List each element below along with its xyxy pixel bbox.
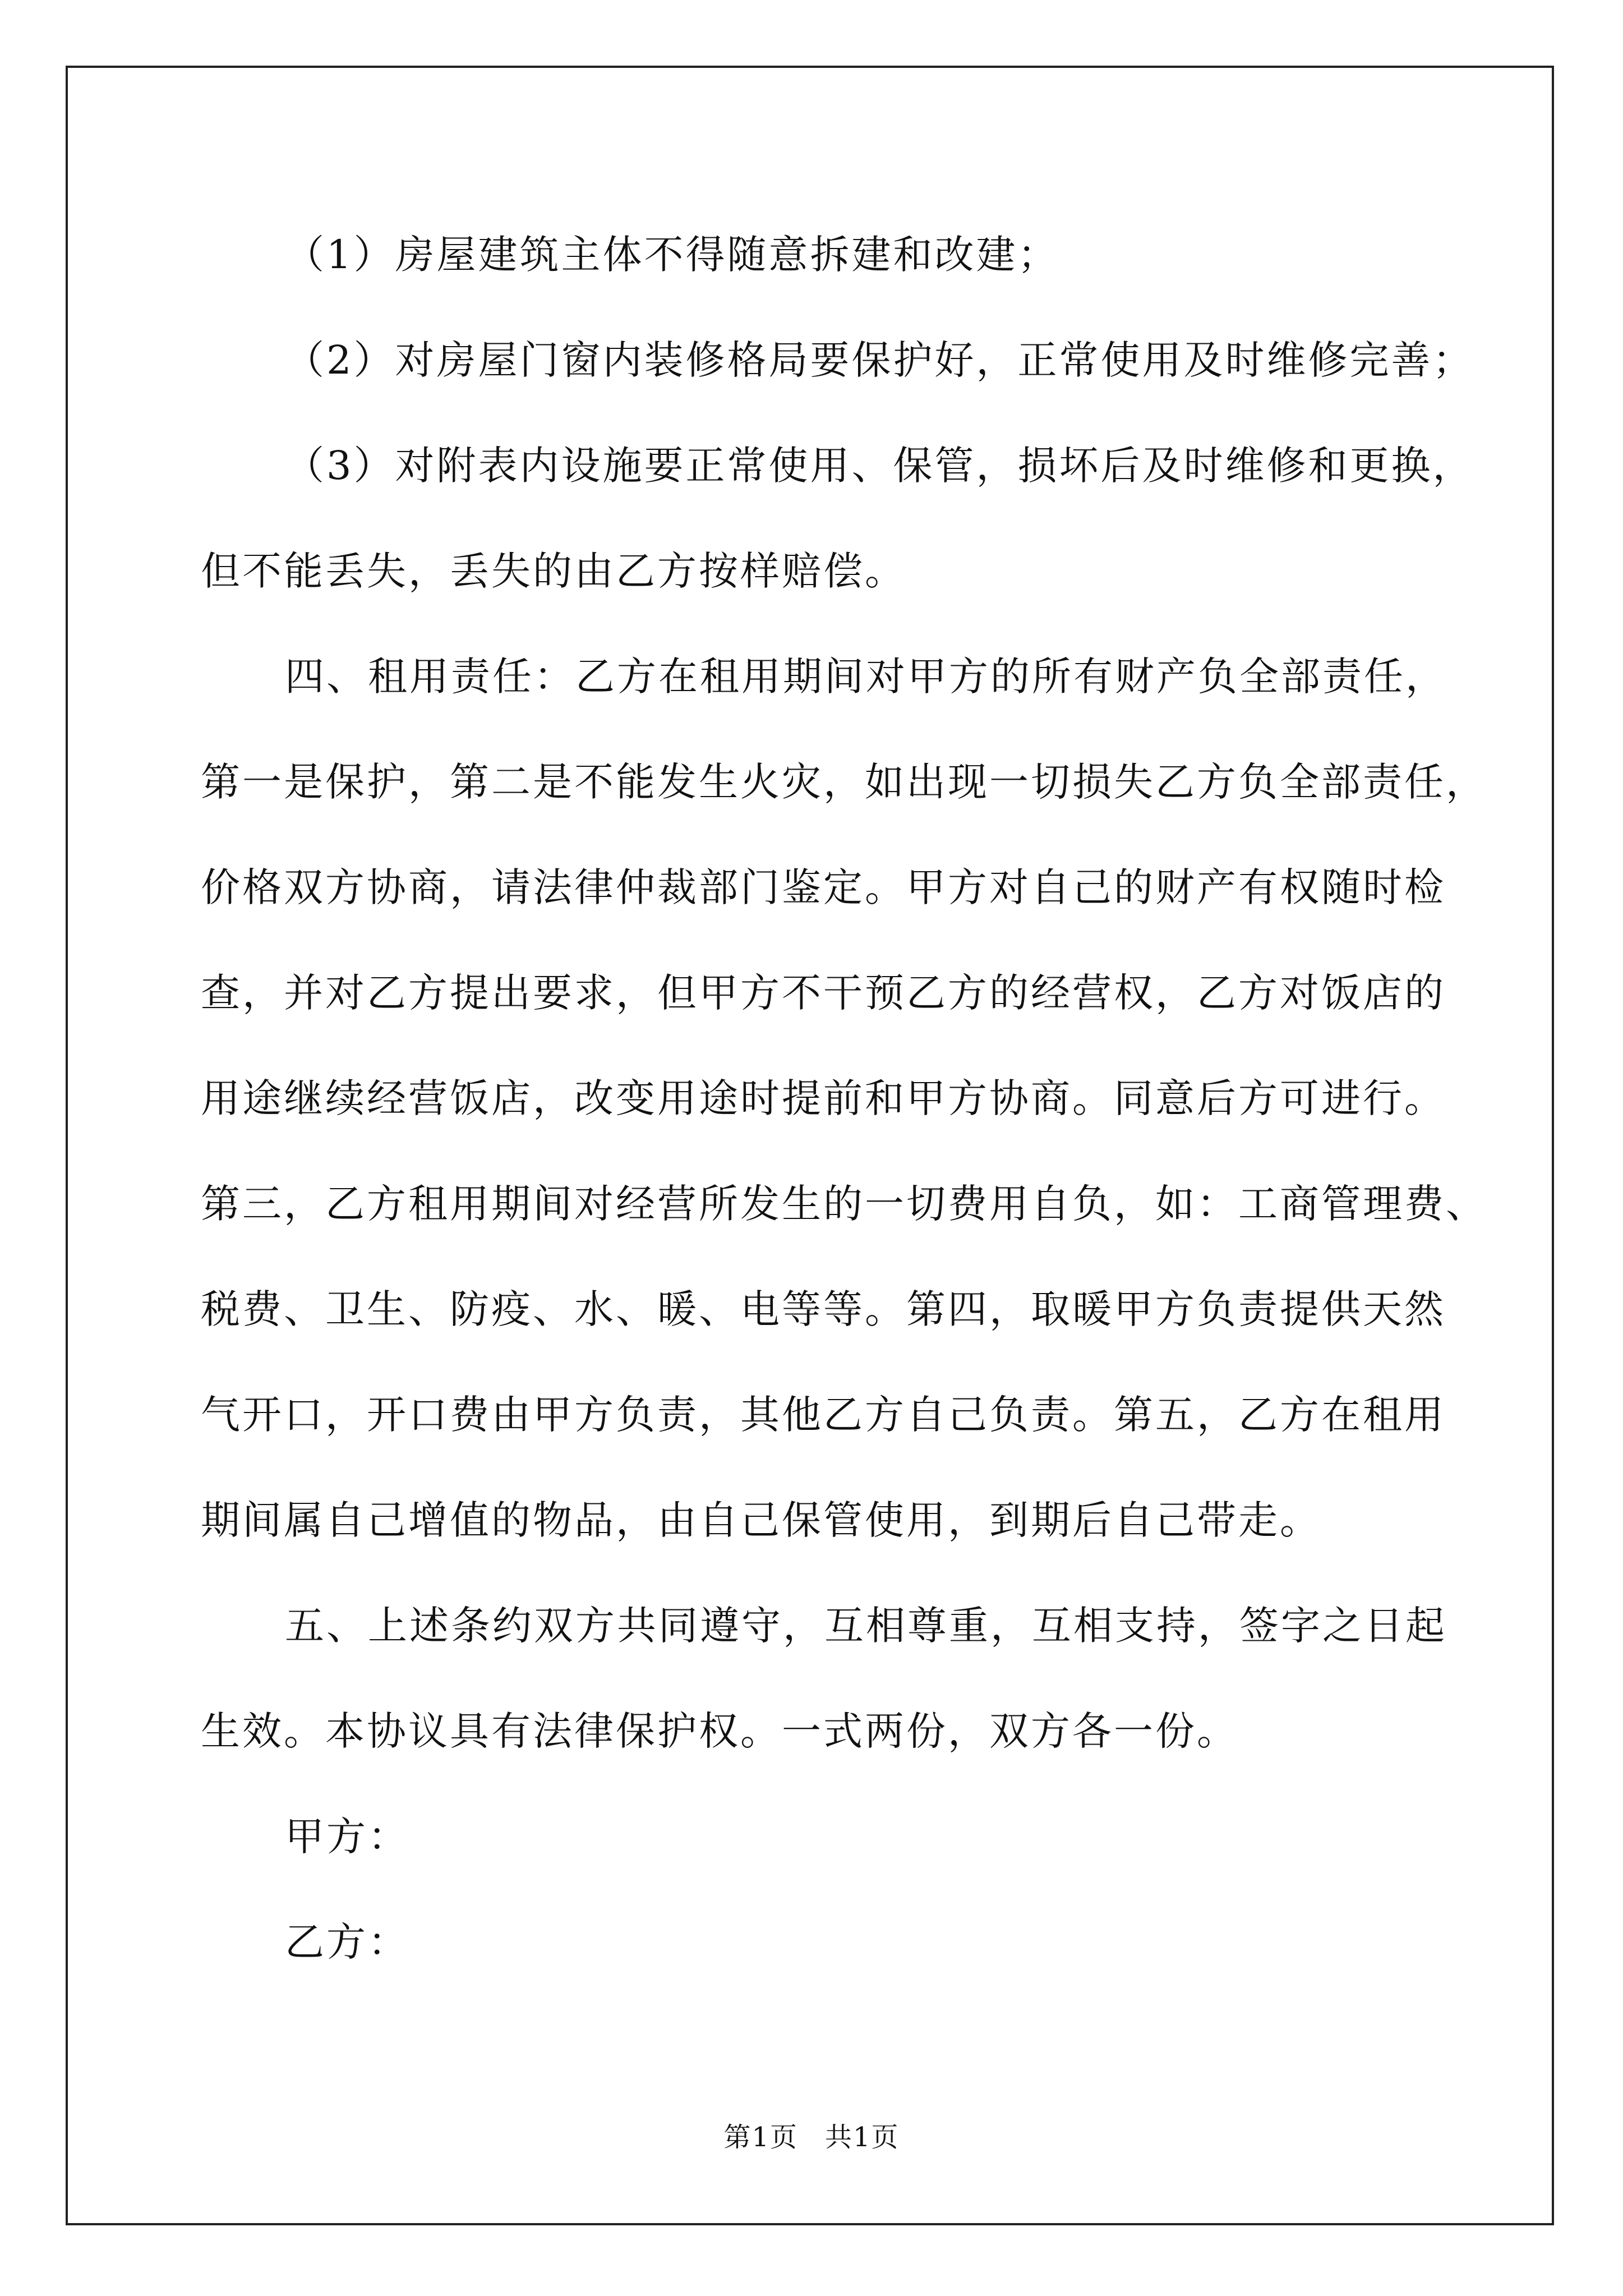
clause-line: 四、租用责任：乙方在租用期间对甲方的所有财产负全部责任， <box>285 654 1447 700</box>
clause-line: 税费、卫生、防疫、水、暖、电等等。第四，取暖甲方负责提供天然 <box>201 1286 1446 1332</box>
page-number: 第1页 <box>723 2122 798 2153</box>
page-footer <box>0 2120 1623 2154</box>
clause-line: 价格双方协商，请法律仲裁部门鉴定。甲方对自己的财产有权随时检 <box>201 864 1446 910</box>
party-b-signature-line: 乙方： <box>285 1919 409 1965</box>
clause-line: 期间属自己增值的物品，由自己保管使用，到期后自己带走。 <box>201 1497 1321 1543</box>
clause-line: 气开口，开口费由甲方负责，其他乙方自己负责。第五，乙方在租用 <box>201 1392 1446 1438</box>
clause-line: 生效。本协议具有法律保护权。一式两份，双方各一份。 <box>201 1708 1238 1754</box>
clause-line: （2）对房屋门窗内装修格局要保护好，正常使用及时维修完善； <box>285 337 1474 383</box>
clause-line: 但不能丢失，丢失的由乙方按样赔偿。 <box>201 548 906 594</box>
clause-line: 第三，乙方租用期间对经营所发生的一切费用自负，如：工商管理费、 <box>201 1181 1487 1227</box>
clause-line: （1）房屋建筑主体不得随意拆建和改建； <box>285 232 1059 278</box>
clause-line: （3）对附表内设施要正常使用、保管，损坏后及时维修和更换， <box>285 443 1474 489</box>
clause-line: 第一是保护，第二是不能发生火灾，如出现一切损失乙方负全部责任， <box>201 759 1487 805</box>
page-total: 共1页 <box>825 2122 900 2153</box>
party-a-signature-line: 甲方： <box>285 1814 409 1860</box>
clause-line: 五、上述条约双方共同遵守，互相尊重，互相支持，签字之日起 <box>285 1603 1447 1649</box>
clause-line: 查，并对乙方提出要求，但甲方不干预乙方的经营权，乙方对饭店的 <box>201 970 1446 1016</box>
document-body <box>201 202 1487 1995</box>
clause-line: 用途继续经营饭店，改变用途时提前和甲方协商。同意后方可进行。 <box>201 1075 1446 1121</box>
